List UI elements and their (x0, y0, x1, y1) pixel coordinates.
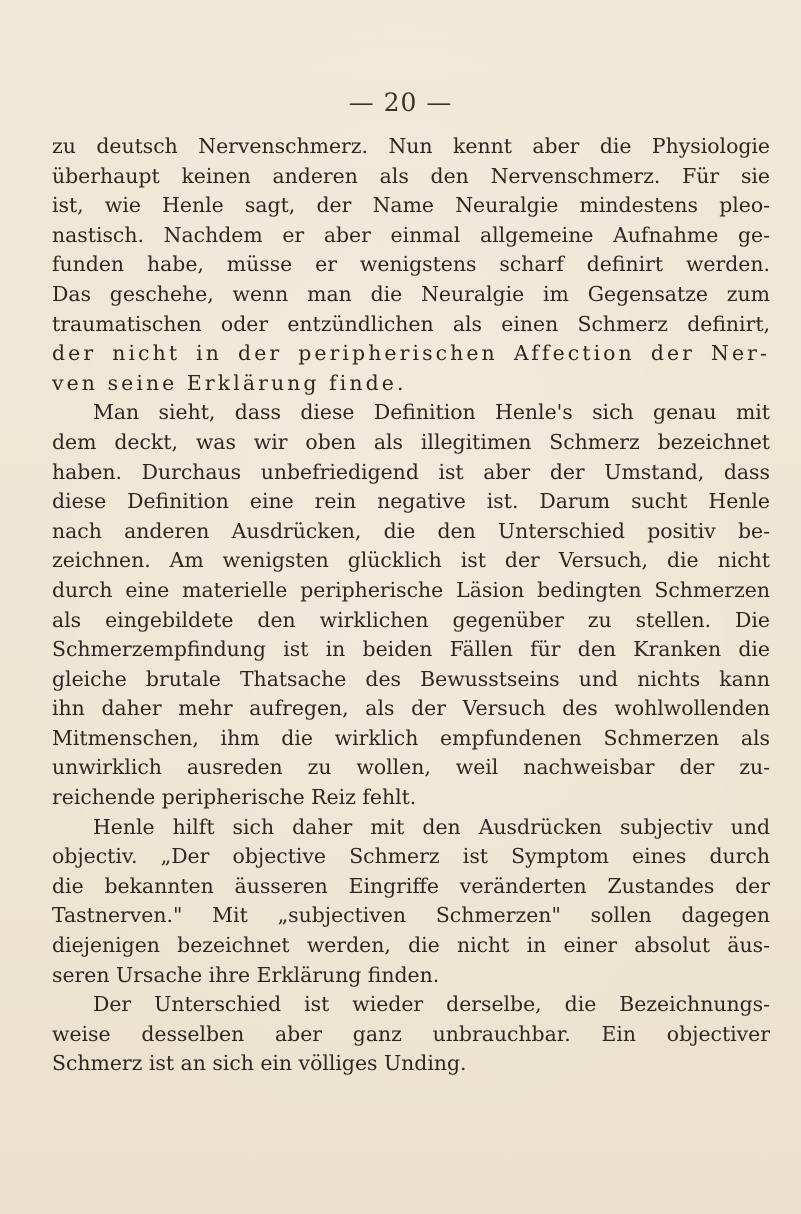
text-line: die bekannten äusseren Eingriffe veränderten Zustandes der (52, 873, 770, 898)
text-line: seren Ursache ihre Erklärung finden. (52, 962, 440, 987)
text-line: funden habe, müsse er wenigstens scharf definirt werden. (52, 252, 770, 277)
text-line-spaced: ven seine Erklärung finde. (52, 370, 407, 395)
text-line: diejenigen bezeichnet werden, die nicht in einer absolut äus- (52, 933, 770, 958)
text-line: überhaupt keinen anderen als den Nervenschmerz. Für sie (52, 163, 770, 188)
text-line: zeichnen. Am wenigsten glücklich ist der Versuch, die nicht (52, 548, 770, 573)
paragraph-3 (52, 813, 770, 991)
text-line: weise desselben aber ganz unbrauchbar. Ein objectiver (52, 1021, 770, 1046)
text-line: Schmerz ist an sich ein völliges Unding. (52, 1051, 467, 1076)
paragraph-4 (52, 990, 770, 1079)
text-line: ihn daher mehr aufregen, als der Versuch des wohlwollenden (52, 696, 770, 721)
paragraph-1 (52, 132, 770, 398)
text-line: gleiche brutale Thatsache des Bewusstseins und nichts kann (52, 666, 770, 691)
text-line: Henle hilft sich daher mit den Ausdrücken subjectiv und (93, 814, 770, 839)
body-text (52, 132, 770, 1079)
text-line: haben. Durchaus unbefriedigend ist aber der Umstand, dass (52, 459, 770, 484)
paragraph-2 (52, 398, 770, 812)
text-line: nastisch. Nachdem er aber einmal allgemeine Aufnahme ge- (52, 222, 770, 247)
text-line: als eingebildete den wirklichen gegenüber zu stellen. Die (52, 607, 770, 632)
text-line: durch eine materielle peripherische Läsion bedingten Schmerzen (52, 577, 770, 602)
text-line: objectiv. „Der objective Schmerz ist Symptom eines durch (52, 844, 770, 869)
text-line: unwirklich ausreden zu wollen, weil nachweisbar der zu- (52, 755, 770, 780)
text-line: nach anderen Ausdrücken, die den Unterschied positiv be- (52, 518, 770, 543)
text-line: Der Unterschied ist wieder derselbe, die Bezeichnungs- (93, 992, 770, 1017)
text-line: reichende peripherische Reiz fehlt. (52, 785, 417, 810)
page-number: — 20 — (348, 88, 453, 117)
text-line: Man sieht, dass diese Definition Henle's sich genau mit (93, 400, 770, 425)
text-line: Schmerzempfindung ist in beiden Fällen für den Kranken die (52, 637, 770, 662)
text-line: ist, wie Henle sagt, der Name Neuralgie mindestens pleo- (52, 193, 770, 218)
text-line: Mitmenschen, ihm die wirklich empfundenen Schmerzen als (52, 725, 770, 750)
text-line: Das geschehe, wenn man die Neuralgie im Gegensatze zum (52, 281, 770, 306)
text-line: traumatischen oder entzündlichen als einen Schmerz definirt, (52, 311, 770, 336)
text-line: dem deckt, was wir oben als illegitimen Schmerz bezeichnet (52, 429, 770, 454)
text-line: zu deutsch Nervenschmerz. Nun kennt aber die Physiologie (52, 134, 770, 158)
text-line-spaced: der nicht in der peripherischen Affection der Ner- (52, 341, 770, 366)
text-line: diese Definition eine rein negative ist. Darum sucht Henle (52, 489, 770, 514)
text-line: Tastnerven." Mit „subjectiven Schmerzen" sollen dagegen (52, 903, 770, 928)
